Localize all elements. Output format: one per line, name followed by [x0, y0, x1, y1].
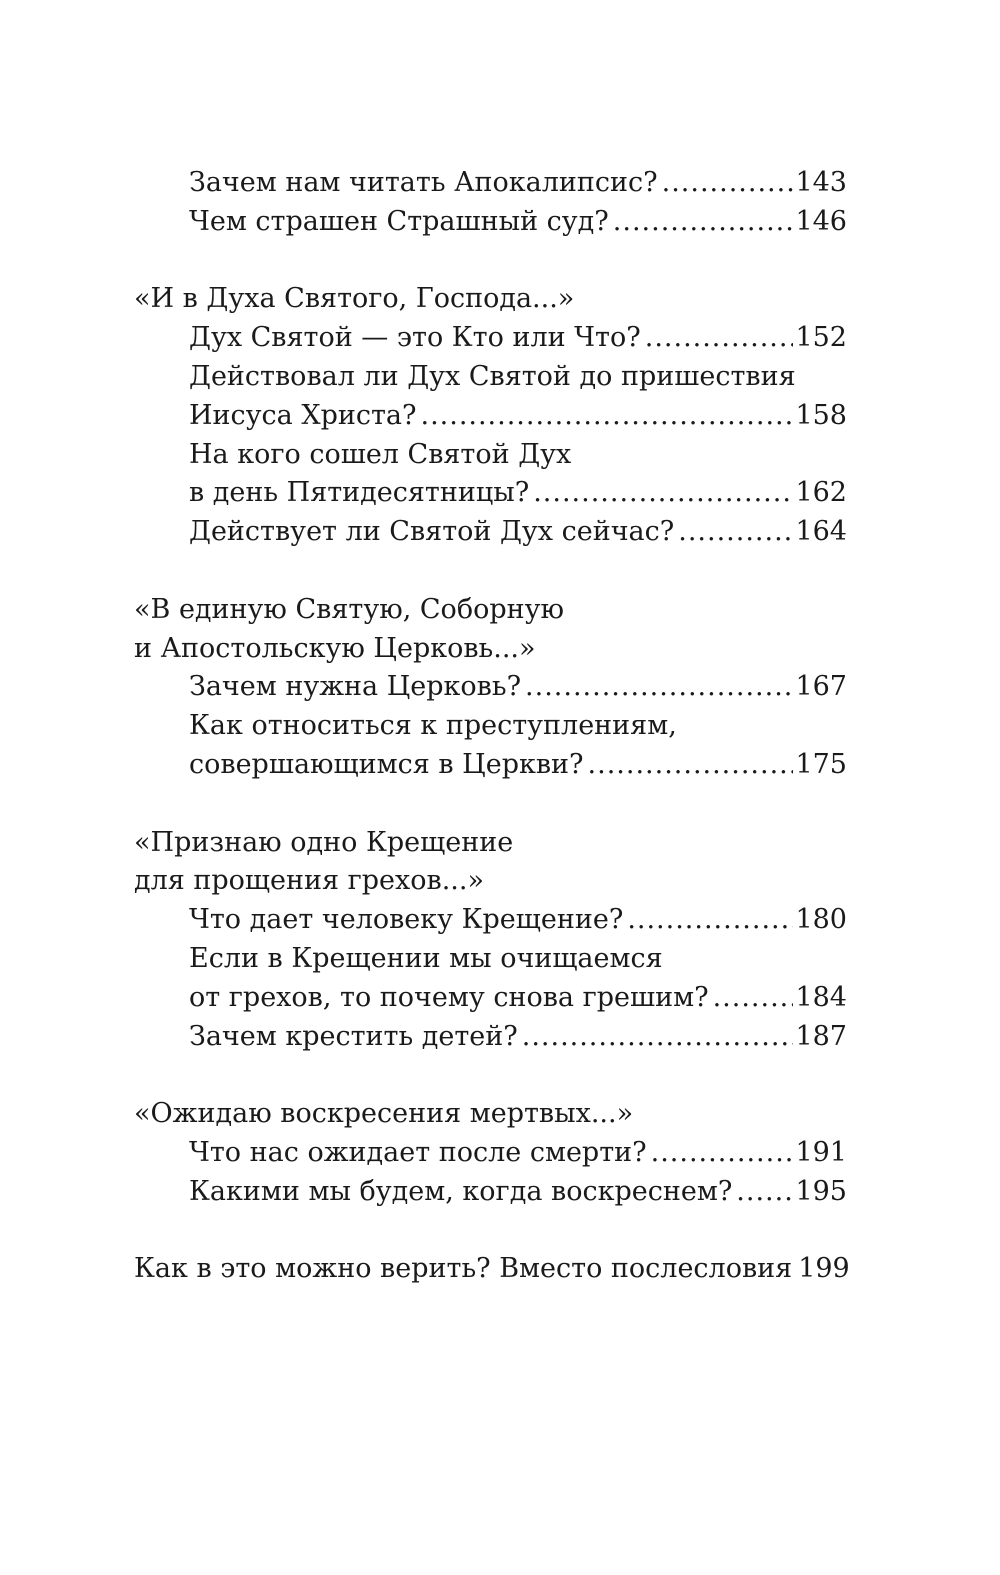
toc-entry-page: 167	[795, 671, 847, 703]
toc-entry-page: 184	[795, 981, 847, 1013]
toc-entry	[134, 474, 847, 513]
toc-entry-line	[134, 358, 847, 397]
toc-entry	[134, 979, 847, 1018]
toc-entry-title: Какими мы будем, когда воскреснем?	[189, 1175, 733, 1207]
toc-entry	[134, 746, 847, 785]
toc-entry-page: 164	[795, 516, 847, 548]
dot-leader	[713, 979, 794, 1018]
toc-entry-page: 195	[795, 1175, 847, 1207]
toc-entry	[134, 319, 847, 358]
toc-entry	[134, 668, 847, 707]
dot-leader	[645, 319, 794, 358]
dot-leader	[533, 474, 793, 513]
toc-entry-title: Иисуса Христа?	[189, 399, 417, 431]
toc-entry-page: 180	[795, 904, 847, 936]
toc-entry-page: 187	[795, 1020, 847, 1052]
toc-entry	[134, 901, 847, 940]
toc-entry-title: Что нас ожидает после смерти?	[189, 1136, 647, 1168]
toc-entry-page: 146	[795, 205, 847, 237]
toc-entry	[134, 397, 847, 436]
section-heading: для прощения грехов...»	[134, 865, 484, 897]
dot-leader	[588, 746, 794, 785]
toc-entry-title: от грехов, то почему снова грешим?	[189, 981, 709, 1013]
toc-entry-title: На кого сошел Святой Дух	[189, 438, 572, 470]
toc-entry-page: 162	[795, 477, 847, 509]
dot-leader	[678, 513, 793, 552]
section-heading: «И в Духа Святого, Господа...»	[134, 283, 575, 315]
toc-entry-title: Дух Святой — это Кто или Что?	[189, 322, 641, 354]
section-heading: «Признаю одно Крещение	[134, 826, 514, 858]
dot-leader	[651, 1134, 794, 1173]
section-heading: «В единую Святую, Соборную	[134, 593, 564, 625]
toc-entry-title: Зачем крестить детей?	[189, 1020, 518, 1052]
toc-entry-title: Как в это можно верить? Вместо послесловия	[134, 1253, 793, 1285]
table-of-contents	[134, 164, 850, 1289]
toc-entry-title: Зачем нужна Церковь?	[189, 671, 522, 703]
toc-entry-afterword	[134, 1250, 850, 1289]
section-heading: «Ожидаю воскресения мертвых...»	[134, 1098, 634, 1130]
toc-entry-title: Как относиться к преступлениям,	[189, 710, 677, 742]
toc-entry-title: Зачем нам читать Апокалипсис?	[189, 167, 658, 198]
toc-entry-title: Если в Крещении мы очищаемся	[189, 942, 663, 974]
toc-entry-page: 175	[795, 748, 847, 780]
toc-entry-title: Что дает человеку Крещение?	[189, 904, 624, 936]
dot-leader	[420, 397, 793, 436]
dot-leader	[627, 901, 793, 940]
toc-entry	[134, 513, 847, 552]
toc-entry-page: 158	[795, 399, 847, 431]
toc-entry	[134, 1173, 847, 1212]
toc-entry	[134, 203, 847, 242]
dot-leader	[525, 668, 793, 707]
toc-entry-title: Действовал ли Дух Святой до пришествия	[189, 360, 796, 392]
dot-leader	[736, 1173, 793, 1212]
toc-entry-line	[134, 707, 847, 746]
toc-entry	[134, 1134, 847, 1173]
dot-leader	[662, 164, 794, 203]
toc-entry-page: 191	[795, 1136, 847, 1168]
toc-entry-title: совершающимся в Церкви?	[189, 748, 584, 780]
dot-leader	[522, 1018, 794, 1057]
toc-entry-title: Чем страшен Страшный суд?	[189, 205, 609, 237]
toc-entry-page: 152	[795, 322, 847, 354]
toc-entry-page: 199	[798, 1253, 850, 1285]
toc-entry	[134, 1018, 847, 1057]
toc-entry-line	[134, 940, 847, 979]
toc-entry-title: в день Пятидесятницы?	[189, 477, 530, 509]
dot-leader	[613, 203, 794, 242]
toc-entry-title: Действует ли Святой Дух сейчас?	[189, 516, 675, 548]
section-heading: и Апостольскую Церковь...»	[134, 632, 536, 664]
toc-entry	[134, 164, 847, 203]
toc-entry-line	[134, 436, 847, 475]
toc-entry-page: 143	[795, 167, 847, 198]
